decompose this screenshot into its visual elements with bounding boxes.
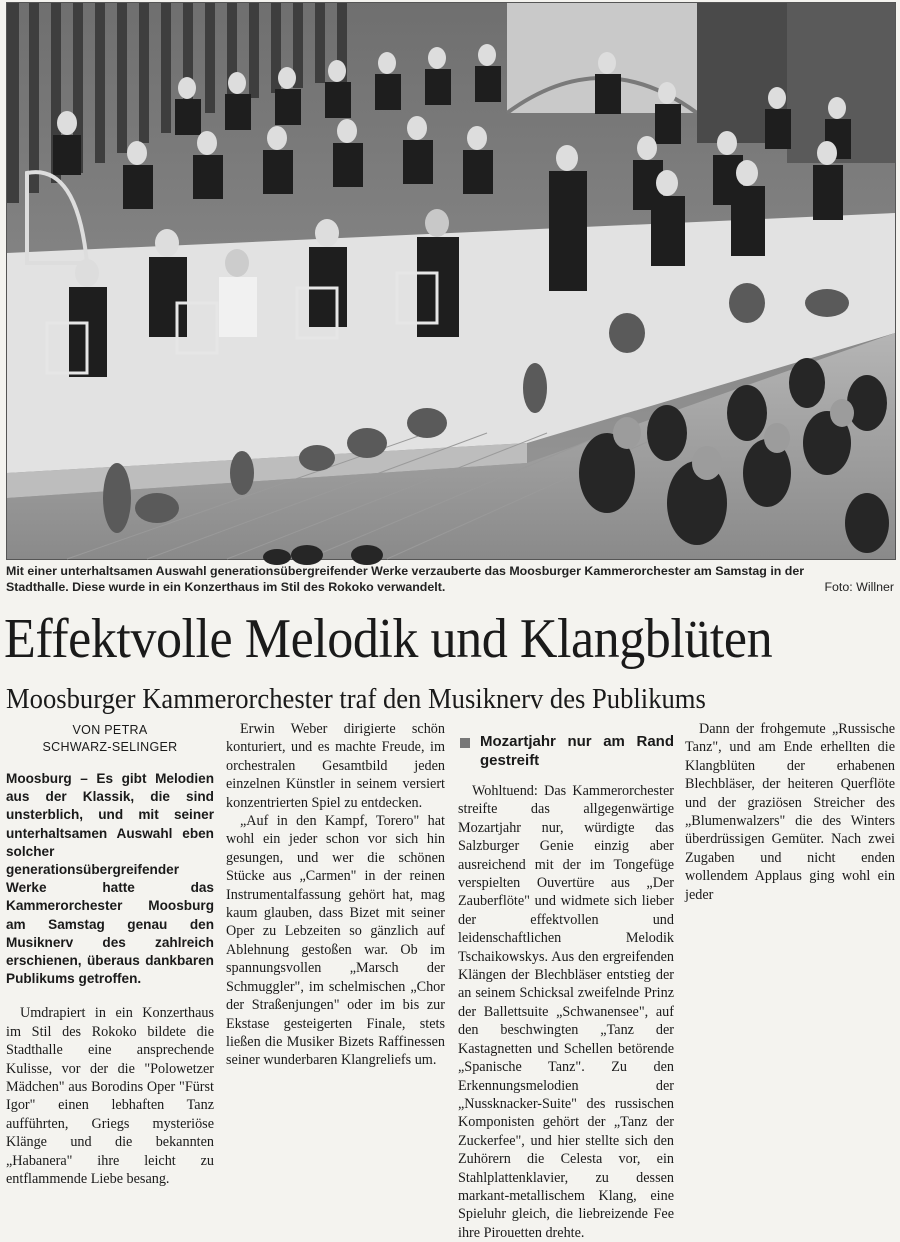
article-column-3 [458, 720, 674, 1241]
lead-paragraph: Moosburg – Es gibt Melodien aus der Klassik, die sind unsterblich, und mit seiner unterhaltsamen Auswahl eben solcher generationsübergreifender Werke hatte das Kammerorchester Moosburg am Samstag genau den Musiknerv des zahlreich erschienen, überaus dankbaren Publikums getroffen. [6, 771, 214, 987]
subheadline: Moosburger Kammerorchester traf den Musiknerv des Publikums [6, 684, 706, 715]
paragraph-2: Erwin Weber dirigierte schön konturiert, und es machte Freude, im orchestralen Gesamtbild jeden einzelnen Künstler in seinem versiert konzentrierten Spiel zu entdecken. [226, 721, 445, 811]
caption-text: Mit einer unterhaltsamen Auswahl generationsübergreifender Werke verzauberte das Moosburger Kammerorchester am Samstag in der Stadthalle. Diese wurde in ein Konzerthaus im Stil des Rokoko verwandelt. [6, 564, 805, 594]
article-column-4 [685, 720, 895, 1121]
article-column-1 [6, 720, 214, 1188]
byline-line-2: SCHWARZ-SELINGER [42, 740, 178, 754]
byline-line-1: VON PETRA [72, 723, 148, 737]
concert-photo [6, 2, 896, 560]
byline [6, 720, 214, 756]
paragraph-4: Wohltuend: Das Kammerorchester streifte das allgegenwärtige Mozartjahr nur, würdigte das Salzburger Genie einzig aber ausreichend mit der im Tongefüge verspielten Ouvertüre aus „Der Zauberflöte" und widmete sich lieber der effektvollen und leidenschaftlichen Melodik Tschaikowskys. Aus den ergreifenden Klängen der Blechbläser entstieg der an seinem Schicksal zweifelnde Prinz der Ballettsuite „Schwanensee", auf den beschwingten „Tanz der Kastagnetten und Schellen betörende „Spanische Tanz". Zu den Erkennungsmelodien der „Nussknacker-Suite" des russischen Komponisten gehört der „Tanz der Zuckerfee", und hier stellte sich den Zuhörern die Celesta vor, ein Stahlplattenklavier, zu dessen markant-metallischem Klang, eine Spieluhr gleich, die liebreizende Fee ihre Pirouetten drehte. [458, 783, 674, 1241]
subheading-marker-icon [460, 738, 470, 748]
paragraph-5: Dann der frohgemute „Russische Tanz", und am Ende erhellten die Klangblüten der erhabenen Blechbläser, der heiteren Querflöte und der graziösen Streicher des „Blumenwalzers" die des Winters überdrüssigen Gemüter. Nach zwei Zugaben und nicht enden wollendem Applaus ging wohl ein jeder [685, 721, 895, 903]
paragraph-3: „Auf in den Kampf, Torero" hat wohl ein jeder schon vor sich hin gesungen, und wer die schönen Stücke aus „Carmen" in der reinen Instrumentalfassung gehört hat, mag kaum glauben, dass Bizet mit seiner Oper zu Lebzeiten so gänzlich auf Ablehnung gestoßen war. Ob im spannungsvollen „Marsch der Schmuggler", im schelmischen „Chor der Straßenjungen" oder im bis zur Ekstase gesteigerten Finale, stets ließen die Musiker Bizets Raffinessen seiner wunderbaren Klangreliefs um. [226, 813, 445, 1069]
subheading [458, 732, 674, 770]
paragraph-1: Umdrapiert in ein Konzerthaus im Stil des Rokoko bildete die Stadthalle eine ansprechende Kulisse, vor der die "Polowetzer Mädchen" aus Borodins Oper "Fürst Igor" einen lebhaften Tanz aufführten, Griegs mysteriöse Klänge und die bekannten „Habanera" ihre leicht zu entflammende Liebe besang. [6, 1005, 214, 1188]
article-column-2 [226, 720, 445, 1121]
headline: Effektvolle Melodik und Klangblüten [4, 608, 773, 670]
subheading-text: Mozartjahr nur am Rand gestreift [480, 733, 674, 769]
photo-caption [6, 563, 894, 595]
photo-credit: Foto: Willner [824, 580, 894, 594]
